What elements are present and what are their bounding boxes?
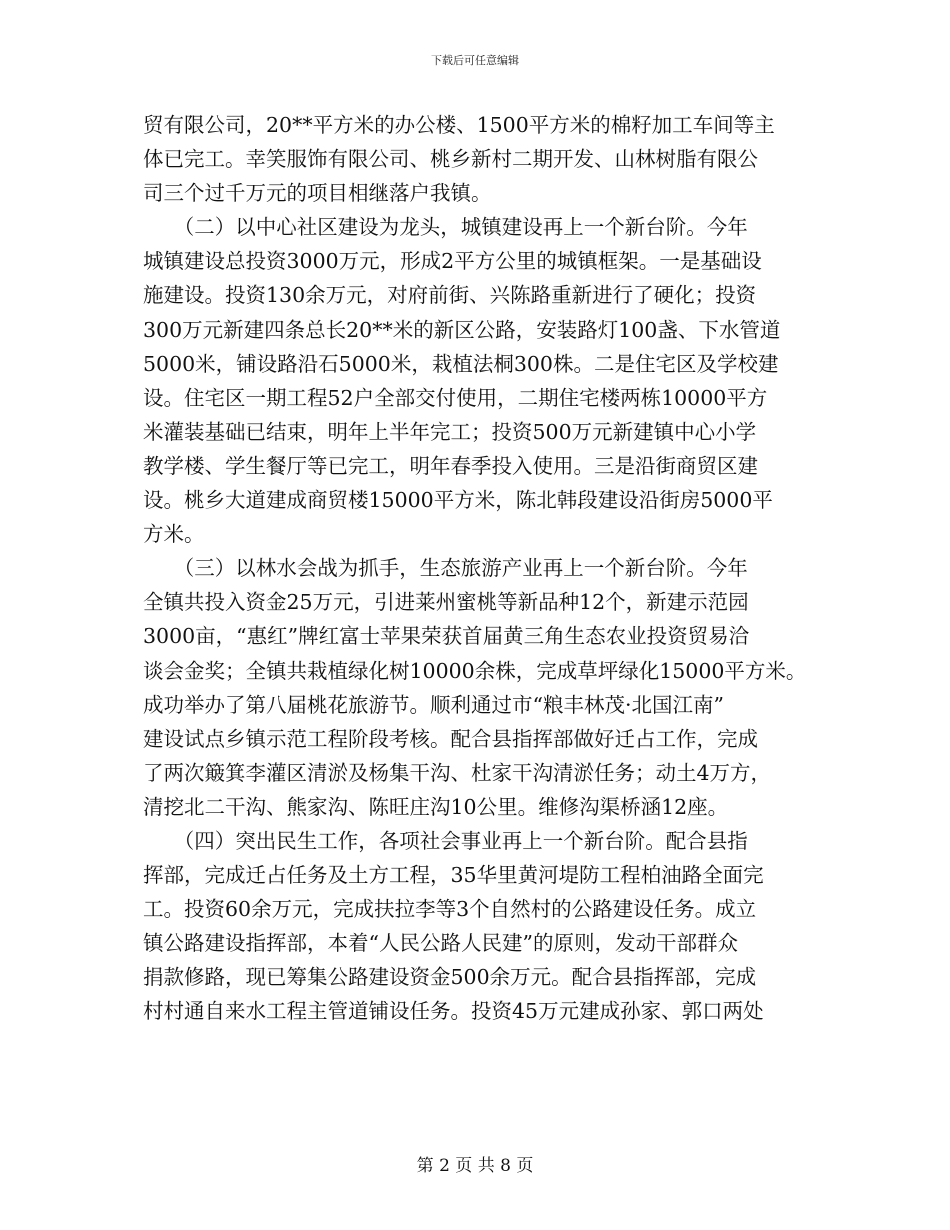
text-line: 村村通自来水工程主管道铺设任务。投资45万元建成孙家、郭口两处: [143, 999, 764, 1024]
text-line: 清挖北二干沟、熊家沟、陈旺庄沟10公里。维修沟渠桥涵12座。: [143, 794, 729, 819]
text-line: 设。住宅区一期工程52户全部交付使用，二期住宅楼两栋10000平方: [143, 385, 768, 410]
page-header-note: 下载后可任意编辑: [431, 54, 519, 67]
text-line: 谈会金奖；全镇共栽植绿化树10000余株，完成草坪绿化15000平方米。: [143, 658, 807, 683]
text-line: 挥部，完成迁占任务及土方工程，35华里黄河堤防工程柏油路全面完: [143, 863, 764, 888]
text-line: 3000亩，“惠红”牌红富士苹果荣获首届黄三角生态农业投资贸易洽: [143, 624, 750, 649]
text-line: 成功举办了第八届桃花旅游节。顺利通过市“粮丰林茂·北国江南”: [143, 692, 724, 717]
text-line: 5000米，铺设路沿石5000米，栽植法桐300株。二是住宅区及学校建: [143, 351, 779, 376]
text-line: 施建设。投资130余万元，对府前街、兴陈路重新进行了硬化；投资: [143, 283, 757, 308]
text-line: 米灌装基础已结束，明年上半年完工；投资500万元新建镇中心小学: [143, 419, 757, 444]
text-line: 了两次簸箕李灌区清淤及杨集干沟、杜家干沟清淤任务；动土4万方，: [143, 760, 772, 785]
text-line: 贸有限公司，20**平方米的办公楼、1500平方米的棉籽加工车间等主: [143, 113, 775, 137]
page-number: 第 2 页 共 8 页: [416, 1156, 534, 1176]
text-line: （三）以林水会战为抓手，生态旅游产业再上一个新台阶。今年: [143, 556, 748, 581]
text-line: 教学楼、学生餐厅等已完工，明年春季投入使用。三是沿街商贸区建: [143, 453, 758, 478]
text-line: 全镇共投入资金25万元，引进莱州蜜桃等新品种12个，新建示范园: [143, 590, 749, 615]
text-line: 工。投资60余万元，完成扶拉李等3个自然村的公路建设任务。成立: [143, 897, 757, 922]
text-line: 方米。: [143, 522, 205, 547]
text-line: 体已完工。幸笑服饰有限公司、桃乡新村二期开发、山林树脂有限公: [143, 147, 758, 172]
text-line: （四）突出民生工作，各项社会事业再上一个新台阶。配合县指: [143, 828, 748, 853]
text-line: 捐款修路，现已筹集公路建设资金500余万元。配合县指挥部，完成: [143, 965, 757, 990]
text-line: 司三个过千万元的项目相继落户我镇。: [143, 181, 492, 206]
text-line: 设。桃乡大道建成商贸楼15000平方米，陈北韩段建设沿街房5000平: [143, 488, 773, 513]
text-line: 城镇建设总投资3000万元，形成2平方公里的城镇框架。一是基础设: [143, 249, 762, 274]
text-line: 镇公路建设指挥部，本着“人民公路人民建”的原则，发动干部群众: [143, 931, 738, 956]
text-line: （二）以中心社区建设为龙头，城镇建设再上一个新台阶。今年: [143, 215, 748, 240]
text-line: 300万元新建四条总长20**米的新区公路，安装路灯100盏、下水管道: [143, 317, 781, 342]
text-line: 建设试点乡镇示范工程阶段考核。配合县指挥部做好迁占工作，完成: [143, 726, 758, 751]
document-body: [143, 108, 807, 1029]
